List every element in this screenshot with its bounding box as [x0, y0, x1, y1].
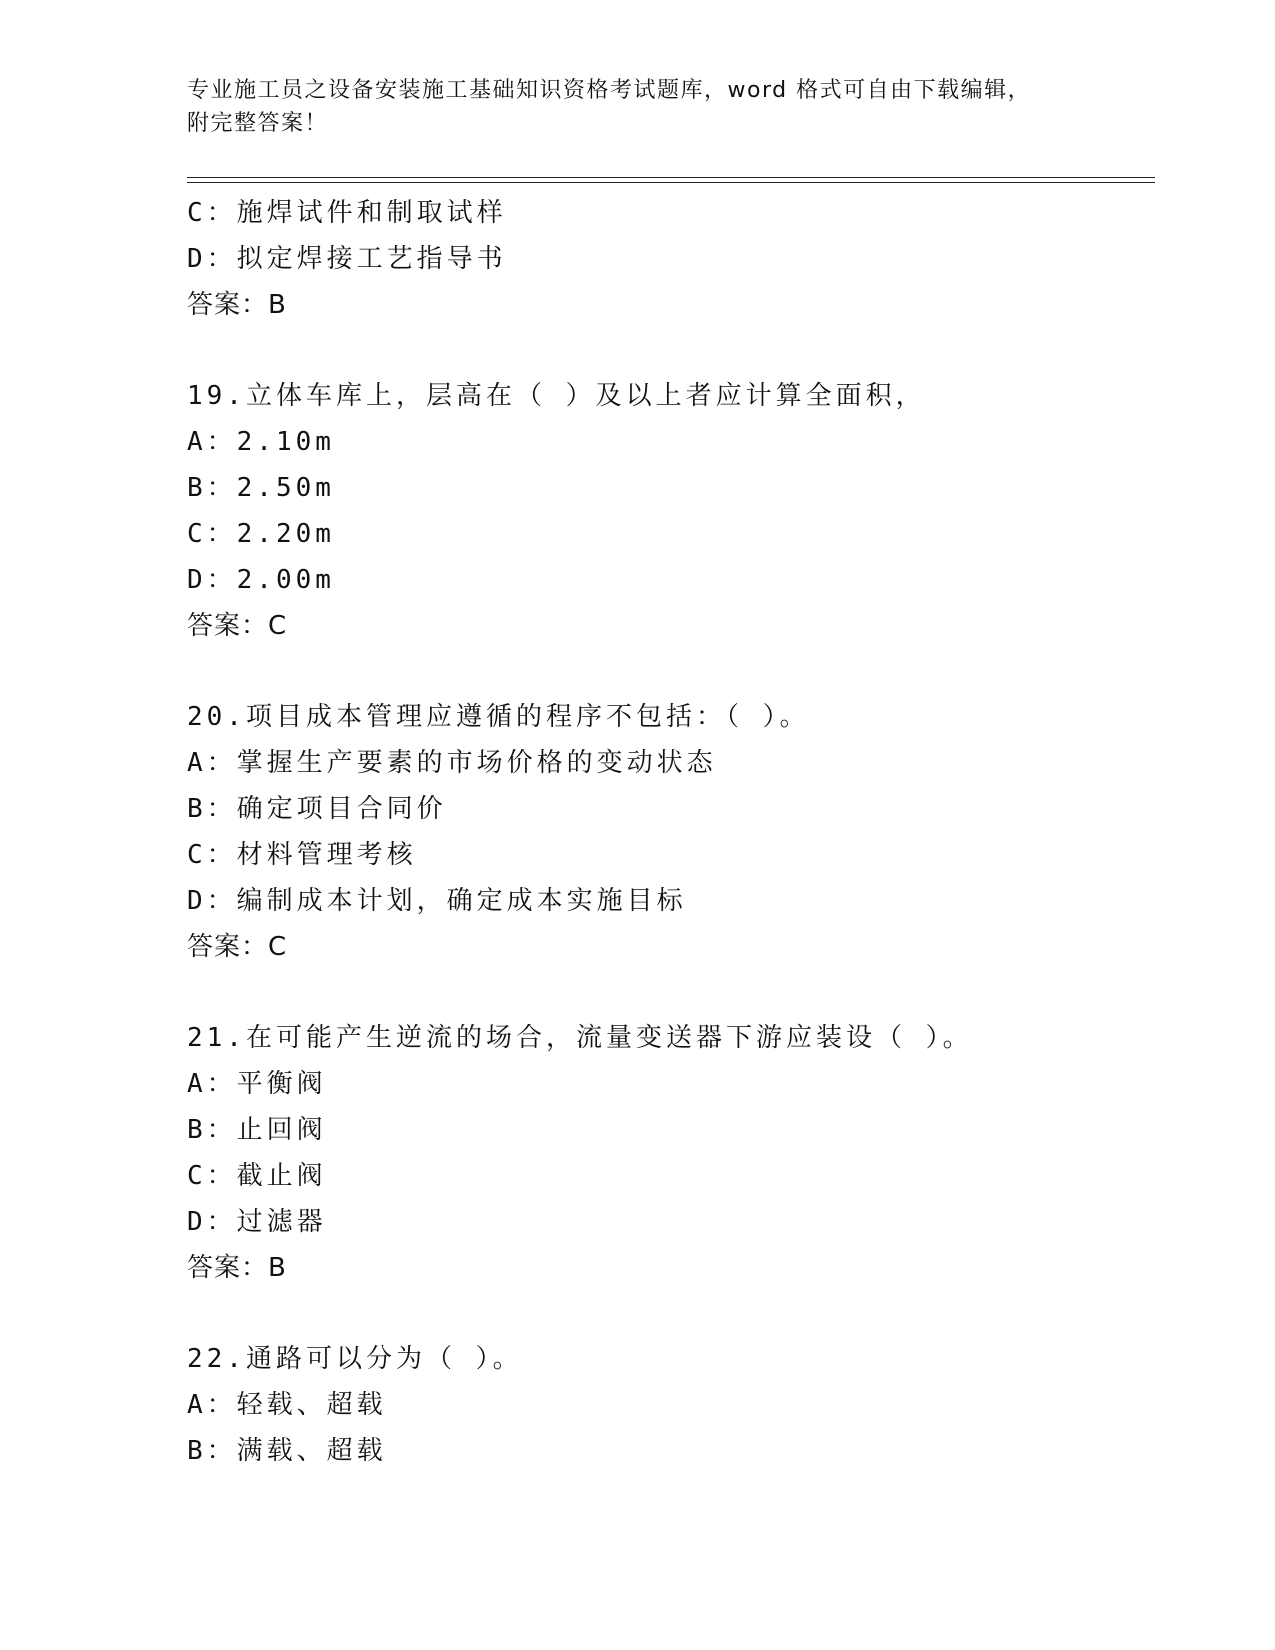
option-c: C：施焊试件和制取试样 — [187, 198, 507, 228]
question-stem: 21.在可能产生逆流的场合，流量变送器下游应装设（ ）。 — [187, 1023, 973, 1053]
option-b: B：止回阀 — [187, 1115, 327, 1145]
option-b: B：满载、超载 — [187, 1436, 387, 1466]
option-a: A：2.10m — [187, 427, 335, 457]
question-stem: 22.通路可以分为（ ）。 — [187, 1344, 523, 1374]
option-b: B：2.50m — [187, 473, 335, 503]
option-a: A：轻载、超载 — [187, 1390, 387, 1420]
question-spacer — [187, 328, 1147, 373]
answer-line: 答案：C — [187, 611, 288, 641]
header-title-line-2: 附完整答案！ — [187, 111, 329, 136]
question-fragment-18 — [187, 190, 1147, 328]
option-c: C：2.20m — [187, 519, 335, 549]
document-header — [187, 74, 1087, 140]
header-divider-bottom — [187, 182, 1155, 183]
question-list — [187, 190, 1147, 1474]
option-c: C：截止阀 — [187, 1161, 327, 1191]
option-d: D：2.00m — [187, 565, 335, 595]
option-b: B：确定项目合同价 — [187, 794, 447, 824]
option-d: D：编制成本计划，确定成本实施目标 — [187, 886, 687, 916]
question-spacer — [187, 649, 1147, 694]
option-d: D：拟定焊接工艺指导书 — [187, 244, 507, 274]
answer-line: 答案：C — [187, 932, 288, 962]
option-d: D：过滤器 — [187, 1207, 327, 1237]
question-stem: 19.立体车库上，层高在（ ）及以上者应计算全面积， — [187, 381, 926, 411]
answer-line: 答案：B — [187, 1253, 287, 1283]
question-spacer — [187, 970, 1147, 1015]
header-divider-top — [187, 177, 1155, 178]
option-a: A：掌握生产要素的市场价格的变动状态 — [187, 748, 717, 778]
question-19 — [187, 373, 1147, 649]
question-stem: 20.项目成本管理应遵循的程序不包括：（ ）。 — [187, 702, 810, 732]
answer-line: 答案：B — [187, 290, 287, 320]
question-21 — [187, 1015, 1147, 1291]
option-c: C：材料管理考核 — [187, 840, 417, 870]
header-title-line-1: 专业施工员之设备安装施工基础知识资格考试题库，word 格式可自由下载编辑， — [187, 78, 1032, 103]
option-a: A：平衡阀 — [187, 1069, 327, 1099]
question-22 — [187, 1336, 1147, 1474]
question-20 — [187, 694, 1147, 970]
question-spacer — [187, 1291, 1147, 1336]
